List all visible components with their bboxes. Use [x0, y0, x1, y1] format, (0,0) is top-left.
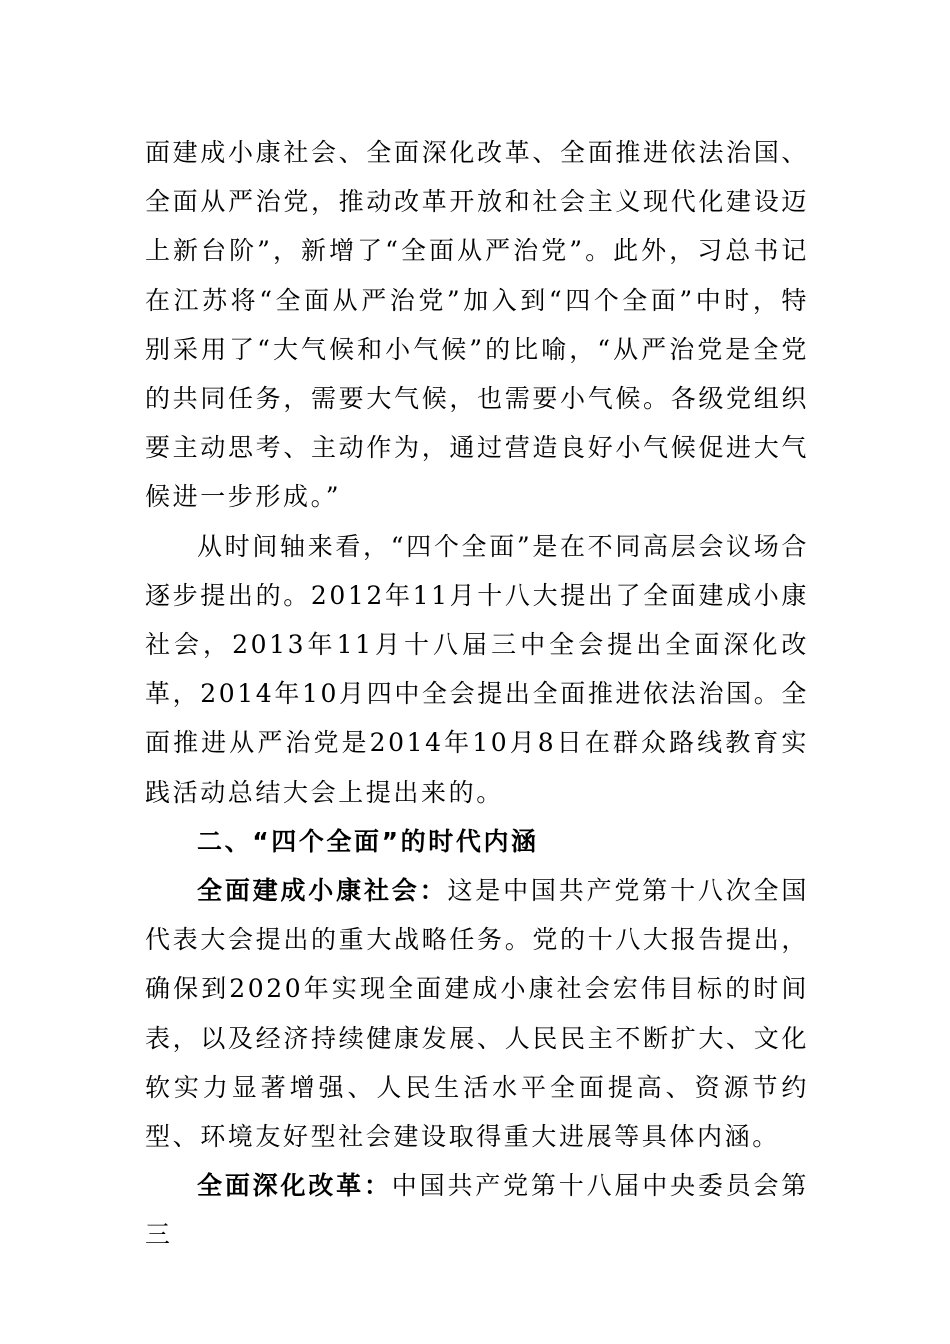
document-page	[145, 128, 809, 1260]
definition-xiaokang: 这是中国共产党第十八次全国代表大会提出的重大战略任务。党的十八大报告提出，确保到2020年实现全面建成小康社会宏伟目标的时间表，以及经济持续健康发展、人民民主不断扩大、文化软实力显著增强、人民生活水平全面提高、资源节约型、环境友好型社会建设取得重大进展等具体内涵。	[145, 876, 809, 1152]
term-reform: 全面深化改革：	[197, 1171, 392, 1201]
paragraph-timeline: 从时间轴来看，“四个全面”是在不同高层会议场合逐步提出的。2012年11月十八大提出了全面建成小康社会，2013年11月十八届三中全会提出全面深化改革，2014年10月四中全会提出全面推进依法治国。全面推进从严治党是2014年10月8日在群众路线教育实践活动总结大会上提出来的。	[145, 531, 809, 807]
paragraph-reform	[145, 1161, 809, 1259]
paragraph-four-comprehensives-origin: 面建成小康社会、全面深化改革、全面推进依法治国、全面从严治党，推动改革开放和社会主义现代化建设迈上新台阶”，新增了“全面从严治党”。此外，习总书记在江苏将“全面从严治党”加入到“四个全面”中时，特别采用了“大气候和小气候”的比喻，“从严治党是全党的共同任务，需要大气候，也需要小气候。各级党组织要主动思考、主动作为，通过营造良好小气候促进大气候进一步形成。”	[145, 138, 809, 512]
section-heading: 二、“四个全面”的时代内涵	[197, 826, 539, 856]
paragraph-xiaokang	[145, 866, 809, 1161]
definition-reform: 中国共产党第十八届中央委员会第三	[145, 1171, 809, 1250]
term-xiaokang: 全面建成小康社会：	[197, 876, 448, 906]
